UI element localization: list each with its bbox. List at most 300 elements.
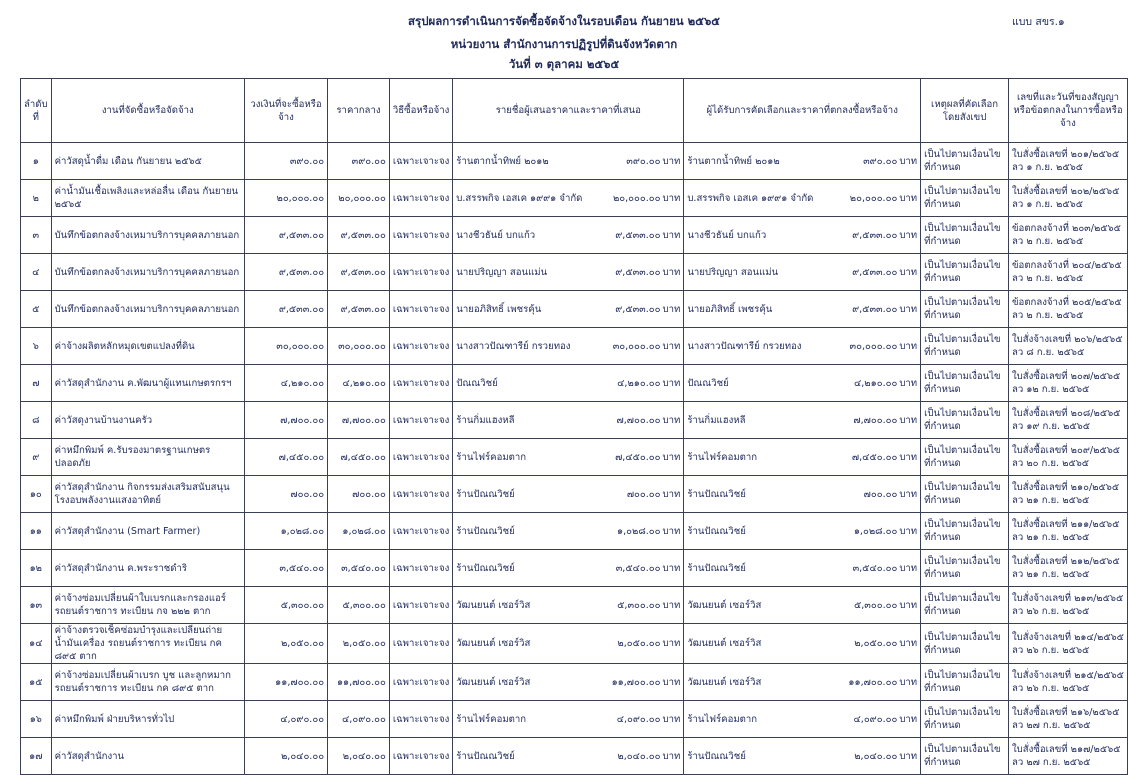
cell-reason-line2: ที่กำหนด	[924, 569, 961, 580]
cell-winner-price	[853, 414, 917, 427]
cell-method: เฉพาะเจาะจง	[389, 550, 452, 587]
cell-winner-name: ร้านตากน้ำทิพย์ ๒๐๑๒	[687, 155, 780, 167]
cell-bidder-amount: ๙,๕๓๓.๐๐	[615, 303, 661, 315]
cell-contract	[1009, 624, 1128, 664]
cell-item: ค่าหมึกพิมพ์ ค.รับรองมาตรฐานเกษตรปลอดภัย	[51, 439, 244, 476]
cell-bidder-content	[456, 414, 680, 427]
currency-label: บาท	[899, 377, 918, 389]
cell-reason-line2: ที่กำหนด	[924, 532, 961, 543]
table-row	[21, 402, 1128, 439]
cell-budget: ๕,๓๐๐.๐๐	[244, 587, 327, 624]
cell-contract-line1: ใบสั่งซื้อเลขที่ ๒๐๙/๒๕๖๕	[1012, 445, 1121, 456]
cell-method: เฉพาะเจาะจง	[389, 701, 452, 738]
cell-bidder-amount: ๔,๐๙๐.๐๐	[616, 713, 661, 725]
cell-reason	[921, 738, 1009, 775]
cell-method: เฉพาะเจาะจง	[389, 365, 452, 402]
cell-bidder-content	[456, 599, 680, 612]
col-header-bidders: รายชื่อผู้เสนอราคาและราคาที่เสนอ	[453, 79, 684, 143]
cell-winner-price	[852, 303, 917, 316]
cell-no: ๔	[21, 254, 52, 291]
cell-median: ๓,๕๔๐.๐๐	[328, 550, 390, 587]
cell-bidder-content	[456, 303, 680, 316]
cell-item: ค่าจ้างผลิตหลักหมุดเขตแปลงที่ดิน	[51, 328, 244, 365]
currency-label: บาท	[899, 303, 918, 315]
cell-median: ๑,๐๒๘.๐๐	[328, 513, 390, 550]
cell-budget: ๓๐,๐๐๐.๐๐	[244, 328, 327, 365]
currency-label: บาท	[662, 713, 681, 725]
cell-no: ๑๐	[21, 476, 52, 513]
cell-bidder-price	[617, 713, 681, 726]
cell-winner	[684, 217, 921, 254]
cell-winner-content	[687, 192, 917, 205]
cell-no: ๘	[21, 402, 52, 439]
cell-contract-line1: ใบสั่งจ้างเลขที่ ๒๑๔/๒๕๖๕	[1012, 631, 1124, 643]
col-header-contract: เลขที่และวันที่ของสัญญาหรือข้อตกลงในการซื้อหรือจ้าง	[1009, 79, 1128, 143]
cell-winner-amount: ๙,๕๓๓.๐๐	[852, 266, 898, 278]
cell-budget: ๓,๕๔๐.๐๐	[244, 550, 327, 587]
cell-bidder-price	[615, 266, 680, 279]
cell-winner-name: ร้านไฟร์คอมตาก	[687, 713, 758, 725]
currency-label: บาท	[899, 676, 918, 688]
cell-winner-content	[687, 713, 917, 726]
currency-label: บาท	[899, 562, 918, 574]
cell-contract-line2: ลว ๒ ก.ย. ๒๕๖๕	[1012, 273, 1084, 284]
cell-bidder-name: วัฒนยนต์ เซอร์วิส	[456, 599, 531, 611]
cell-contract-line1: ใบสั่งจ้างเลขที่ ๒๐๖/๒๕๖๕	[1012, 334, 1123, 345]
cell-median: ๔,๐๙๐.๐๐	[328, 701, 390, 738]
cell-winner-amount: ๔,๐๙๐.๐๐	[853, 713, 898, 725]
currency-label: บาท	[899, 451, 918, 463]
cell-bidder-amount: ๙,๕๓๓.๐๐	[615, 229, 661, 241]
cell-contract-line2: ลว ๒๑ ก.ย. ๒๕๖๕	[1012, 532, 1090, 543]
cell-median: ๓๐,๐๐๐.๐๐	[328, 328, 390, 365]
cell-budget: ๑๑,๗๐๐.๐๐	[244, 664, 327, 701]
cell-bidder-content	[456, 713, 680, 726]
currency-label: บาท	[662, 229, 681, 241]
cell-bidder	[453, 180, 684, 217]
cell-budget: ๙,๕๓๓.๐๐	[244, 291, 327, 328]
cell-bidder-name: ร้านปัณณวิชย์	[456, 562, 515, 574]
cell-bidder	[453, 476, 684, 513]
cell-contract-line1: ข้อตกลงจ้างที่ ๒๐๔/๒๕๖๕	[1012, 260, 1122, 271]
table-row	[21, 701, 1128, 738]
currency-label: บาท	[662, 638, 681, 649]
col-header-reason: เหตุผลที่คัดเลือกโดยสังเขป	[921, 79, 1009, 143]
cell-method: เฉพาะเจาะจง	[389, 217, 452, 254]
currency-label: บาท	[662, 525, 681, 537]
cell-contract-line2: ลว ๑ ก.ย. ๒๕๖๕	[1012, 199, 1083, 210]
col-header-winner: ผู้ได้รับการคัดเลือกและราคาที่ตกลงซื้อหรือจ้าง	[684, 79, 921, 143]
agency-name: หน่วยงาน สำนักงานการปฏิรูปที่ดินจังหวัดตาก	[450, 37, 678, 51]
cell-contract-line1: ข้อตกลงจ้างที่ ๒๐๕/๒๕๖๕	[1012, 297, 1122, 308]
cell-winner-price	[854, 713, 918, 726]
cell-winner-amount: ๔,๒๑๐.๐๐	[853, 377, 898, 389]
cell-reason-line1: เป็นไปตามเงื่อนไข	[924, 334, 1001, 345]
cell-bidder	[453, 365, 684, 402]
cell-contract	[1009, 664, 1128, 701]
cell-item: ค่าวัสดุสำนักงาน กิจกรรมส่งเสริมสนับสนุนโรงอบพลังงานแสงอาทิตย์	[51, 476, 244, 513]
cell-bidder-content	[456, 266, 680, 279]
cell-bidder	[453, 254, 684, 291]
cell-winner-content	[687, 303, 917, 316]
cell-item: ค่าวัสดุสำนักงาน	[51, 738, 244, 775]
cell-reason-line1: เป็นไปตามเงื่อนไข	[924, 631, 1001, 643]
table-row	[21, 476, 1128, 513]
cell-reason-line1: เป็นไปตามเงื่อนไข	[924, 186, 1001, 197]
table-row	[21, 143, 1128, 180]
cell-item: ค่าจ้างตรวจเช็คซ่อมบำรุงและเปลี่ยนถ่ายน้ำมันเครื่อง รถยนต์ราชการ ทะเบียน กค ๘๙๕ ตาก	[51, 624, 244, 664]
cell-winner	[684, 550, 921, 587]
table-row	[21, 550, 1128, 587]
cell-budget: ๒๐,๐๐๐.๐๐	[244, 180, 327, 217]
cell-no: ๑๕	[21, 664, 52, 701]
table-row	[21, 738, 1128, 775]
cell-contract-line1: ใบสั่งซื้อเลขที่ ๒๑๗/๒๕๖๕	[1012, 744, 1121, 755]
table-header-row	[21, 79, 1128, 143]
cell-winner-amount: ๗,๔๕๐.๐๐	[851, 451, 898, 463]
cell-no: ๑๒	[21, 550, 52, 587]
cell-method: เฉพาะเจาะจง	[389, 291, 452, 328]
cell-winner-content	[687, 488, 917, 501]
cell-reason	[921, 476, 1009, 513]
currency-label: บาท	[899, 599, 918, 611]
cell-bidder-content	[456, 451, 680, 464]
cell-contract	[1009, 217, 1128, 254]
cell-bidder	[453, 664, 684, 701]
cell-no: ๓	[21, 217, 52, 254]
cell-contract	[1009, 402, 1128, 439]
cell-winner	[684, 180, 921, 217]
cell-winner-content	[687, 377, 917, 390]
cell-bidder-price	[616, 562, 681, 575]
cell-item: ค่าหมึกพิมพ์ ฝ่ายบริหารทั่วไป	[51, 701, 244, 738]
cell-bidder-name: ร้านปัณณวิชย์	[456, 488, 515, 500]
cell-contract	[1009, 328, 1128, 365]
currency-label: บาท	[899, 155, 918, 167]
table-row	[21, 217, 1128, 254]
cell-median: ๙,๕๓๓.๐๐	[328, 217, 390, 254]
cell-winner-content	[687, 155, 917, 168]
cell-budget: ๙,๕๓๓.๐๐	[244, 217, 327, 254]
cell-contract-line1: ใบสั่งซื้อเลขที่ ๒๑๖/๒๕๖๕	[1012, 707, 1120, 718]
cell-winner-name: นายอภิสิทธิ์ เพชรคุ้น	[687, 303, 773, 315]
cell-bidder-name: วัฒนยนต์ เซอร์วิส	[456, 638, 531, 649]
cell-median: ๒,๐๕๐.๐๐	[328, 624, 390, 664]
cell-winner-name: ร้านไฟร์คอมตาก	[687, 451, 758, 463]
cell-contract	[1009, 439, 1128, 476]
cell-contract	[1009, 180, 1128, 217]
cell-no: ๑๓	[21, 587, 52, 624]
cell-contract	[1009, 291, 1128, 328]
cell-bidder-name: บ.สรรพกิจ เอสเค ๑๙๙๑ จำกัด	[456, 192, 583, 204]
cell-reason-line2: ที่กำหนด	[924, 236, 961, 247]
cell-winner-amount: ๑,๐๒๘.๐๐	[853, 525, 898, 537]
cell-budget: ๓๙๐.๐๐	[244, 143, 327, 180]
cell-bidder-price	[617, 599, 680, 612]
cell-bidder-name: นายอภิสิทธิ์ เพชรคุ้น	[456, 303, 542, 315]
cell-bidder-amount: ๒,๐๕๐.๐๐	[617, 638, 661, 649]
cell-winner	[684, 254, 921, 291]
cell-winner-content	[687, 340, 917, 353]
cell-bidder-price	[617, 414, 681, 427]
cell-method: เฉพาะเจาะจง	[389, 439, 452, 476]
procurement-table	[20, 78, 1128, 775]
cell-no: ๑๖	[21, 701, 52, 738]
cell-method: เฉพาะเจาะจง	[389, 738, 452, 775]
cell-bidder-amount: ๔,๒๑๐.๐๐	[617, 377, 661, 389]
cell-bidder-content	[456, 750, 680, 763]
cell-bidder-price	[615, 451, 680, 464]
cell-contract-line2: ลว ๒๖ ก.ย. ๒๕๖๕	[1012, 644, 1090, 656]
currency-label: บาท	[899, 192, 918, 204]
cell-winner-price	[852, 266, 917, 279]
cell-method: เฉพาะเจาะจง	[389, 402, 452, 439]
cell-bidder-name: ร้านตากน้ำทิพย์ ๒๐๑๒	[456, 155, 549, 167]
currency-label: บาท	[662, 303, 681, 315]
table-row	[21, 624, 1128, 664]
cell-bidder-content	[456, 377, 680, 390]
cell-winner-content	[687, 562, 917, 575]
cell-reason-line1: เป็นไปตามเงื่อนไข	[924, 149, 1001, 160]
cell-reason	[921, 439, 1009, 476]
cell-contract-line2: ลว ๒๖ ก.ย. ๒๕๖๕	[1012, 606, 1090, 617]
cell-no: ๙	[21, 439, 52, 476]
cell-reason-line2: ที่กำหนด	[924, 273, 961, 284]
cell-budget: ๒,๐๕๐.๐๐	[244, 624, 327, 664]
cell-winner-content	[687, 525, 917, 538]
cell-contract-line1: ใบสั่งซื้อเลขที่ ๒๑๑/๒๕๖๕	[1012, 519, 1120, 530]
form-code: แบบ สขร.๑	[1012, 16, 1065, 28]
cell-item: ค่าวัสดุสำนักงาน (Smart Farmer)	[51, 513, 244, 550]
cell-bidder-price	[617, 637, 680, 650]
cell-budget: ๔,๐๙๐.๐๐	[244, 701, 327, 738]
cell-budget: ๗,๔๕๐.๐๐	[244, 439, 327, 476]
table-row	[21, 365, 1128, 402]
cell-method: เฉพาะเจาะจง	[389, 254, 452, 291]
currency-label: บาท	[662, 562, 681, 574]
cell-bidder	[453, 402, 684, 439]
col-header-no: ลำดับที่	[21, 79, 52, 143]
cell-reason-line2: ที่กำหนด	[924, 683, 961, 694]
currency-label: บาท	[662, 451, 681, 463]
cell-budget: ๗๐๐.๐๐	[244, 476, 327, 513]
cell-winner	[684, 513, 921, 550]
cell-winner-amount: ๒,๐๕๐.๐๐	[854, 638, 898, 649]
cell-winner	[684, 402, 921, 439]
cell-winner-amount: ๓๐,๐๐๐.๐๐	[849, 340, 898, 352]
cell-reason	[921, 217, 1009, 254]
cell-winner-name: นายปริญญา สอนแม่น	[687, 266, 779, 278]
cell-winner-amount: ๓๙๐.๐๐	[863, 155, 898, 167]
cell-reason-line1: เป็นไปตามเงื่อนไข	[924, 556, 1001, 567]
cell-bidder-amount: ๗,๗๐๐.๐๐	[616, 414, 661, 426]
cell-winner-content	[687, 676, 917, 689]
cell-winner-price	[854, 377, 917, 390]
cell-contract-line2: ลว ๑๙ ก.ย. ๒๕๖๕	[1012, 421, 1090, 432]
cell-winner-amount: ๗๐๐.๐๐	[863, 488, 898, 500]
cell-method: เฉพาะเจาะจง	[389, 624, 452, 664]
cell-winner	[684, 664, 921, 701]
cell-item: ค่าจ้างซ่อมเปลี่ยนผ้าเบรก บูช และลูกหมาก รถยนต์ราชการ ทะเบียน กค ๘๙๕ ตาก	[51, 664, 244, 701]
cell-bidder-name: ร้านปัณณวิชย์	[456, 750, 515, 762]
cell-no: ๕	[21, 291, 52, 328]
cell-winner-amount: ๒,๐๔๐.๐๐	[854, 750, 898, 762]
cell-item: บันทึกข้อตกลงจ้างเหมาบริการบุคคลภายนอก	[51, 254, 244, 291]
report-date: วันที่ ๓ ตุลาคม ๒๕๖๕	[508, 57, 620, 71]
cell-bidder	[453, 143, 684, 180]
cell-bidder-price	[627, 488, 681, 501]
cell-reason-line1: เป็นไปตามเงื่อนไข	[924, 482, 1001, 493]
cell-bidder-name: นางชีวธันย์ บกแก้ว	[456, 229, 536, 241]
cell-bidder-name: ปัณณวิชย์	[456, 377, 498, 389]
cell-bidder-name: ร้านปัณณวิชย์	[456, 525, 515, 537]
cell-median: ๔,๒๑๐.๐๐	[328, 365, 390, 402]
cell-winner-name: ร้านปัณณวิชย์	[687, 525, 746, 537]
cell-winner-name: ปัณณวิชย์	[687, 377, 729, 389]
cell-winner	[684, 587, 921, 624]
cell-reason-line2: ที่กำหนด	[924, 199, 961, 210]
table-row	[21, 328, 1128, 365]
cell-bidder	[453, 624, 684, 664]
cell-reason-line1: เป็นไปตามเงื่อนไข	[924, 519, 1001, 530]
currency-label: บาท	[662, 266, 681, 278]
cell-winner	[684, 328, 921, 365]
cell-no: ๑	[21, 143, 52, 180]
cell-no: ๒	[21, 180, 52, 217]
document-title: สรุปผลการดำเนินการจัดซื้อจัดจ้างในรอบเดือน กันยายน ๒๕๖๕	[408, 14, 720, 28]
cell-median: ๙,๕๓๓.๐๐	[328, 254, 390, 291]
cell-bidder	[453, 738, 684, 775]
cell-bidder	[453, 217, 684, 254]
cell-item: ค่าวัสดุสำนักงาน ค.พัฒนาผู้แทนเกษตรกรฯ	[51, 365, 244, 402]
cell-budget: ๒,๐๔๐.๐๐	[244, 738, 327, 775]
cell-reason	[921, 402, 1009, 439]
cell-method: เฉพาะเจาะจง	[389, 513, 452, 550]
cell-median: ๗๐๐.๐๐	[328, 476, 390, 513]
cell-median: ๙,๕๓๓.๐๐	[328, 291, 390, 328]
currency-label: บาท	[899, 525, 918, 537]
cell-reason-line2: ที่กำหนด	[924, 757, 961, 768]
cell-median: ๒,๐๔๐.๐๐	[328, 738, 390, 775]
cell-contract	[1009, 143, 1128, 180]
cell-bidder-content	[456, 676, 680, 689]
cell-bidder-content	[456, 340, 680, 353]
currency-label: บาท	[899, 750, 918, 762]
cell-winner	[684, 291, 921, 328]
cell-winner-name: บ.สรรพกิจ เอสเค ๑๙๙๑ จำกัด	[687, 192, 814, 204]
cell-no: ๑๔	[21, 624, 52, 664]
cell-method: เฉพาะเจาะจง	[389, 328, 452, 365]
col-header-budget: วงเงินที่จะซื้อหรือจ้าง	[244, 79, 327, 143]
cell-winner-content	[687, 266, 917, 279]
cell-reason	[921, 624, 1009, 664]
cell-method: เฉพาะเจาะจง	[389, 143, 452, 180]
cell-reason	[921, 180, 1009, 217]
cell-winner-amount: ๙,๕๓๓.๐๐	[852, 303, 898, 315]
cell-winner-price	[850, 192, 917, 205]
cell-bidder	[453, 587, 684, 624]
cell-bidder-price	[617, 750, 680, 763]
cell-reason	[921, 513, 1009, 550]
cell-contract	[1009, 701, 1128, 738]
currency-label: บาท	[662, 414, 681, 426]
cell-reason-line1: เป็นไปตามเงื่อนไข	[924, 260, 1001, 271]
cell-bidder-amount: ๑๑,๗๐๐.๐๐	[611, 676, 661, 688]
cell-bidder-amount: ๒,๐๔๐.๐๐	[617, 750, 661, 762]
cell-bidder-content	[456, 562, 680, 575]
cell-item: บันทึกข้อตกลงจ้างเหมาบริการบุคคลภายนอก	[51, 291, 244, 328]
table-row	[21, 664, 1128, 701]
cell-winner-content	[687, 451, 917, 464]
cell-winner	[684, 439, 921, 476]
cell-contract-line2: ลว ๘ ก.ย. ๒๕๖๕	[1012, 347, 1085, 358]
currency-label: บาท	[899, 414, 918, 426]
cell-contract-line2: ลว ๒๐ ก.ย. ๒๕๖๕	[1012, 458, 1090, 469]
cell-winner-name: วัฒนยนต์ เซอร์วิส	[687, 676, 762, 688]
cell-winner	[684, 365, 921, 402]
cell-winner-price	[864, 488, 918, 501]
cell-winner-price	[850, 340, 918, 353]
cell-no: ๖	[21, 328, 52, 365]
cell-reason	[921, 328, 1009, 365]
cell-bidder-price	[615, 303, 680, 316]
cell-bidder-name: ร้านกิ่มแฮงหลี	[456, 414, 515, 426]
cell-no: ๑๑	[21, 513, 52, 550]
cell-bidder-name: ร้านไฟร์คอมตาก	[456, 713, 527, 725]
cell-winner-content	[687, 599, 917, 612]
cell-contract-line1: ใบสั่งซื้อเลขที่ ๒๐๘/๒๕๖๕	[1012, 408, 1121, 419]
cell-contract	[1009, 476, 1128, 513]
cell-reason-line1: เป็นไปตามเงื่อนไข	[924, 445, 1001, 456]
cell-contract	[1009, 365, 1128, 402]
cell-bidder-amount: ๗,๔๕๐.๐๐	[615, 451, 661, 463]
cell-bidder-amount: ๙,๕๓๓.๐๐	[615, 266, 661, 278]
cell-winner-price	[853, 562, 918, 575]
cell-method: เฉพาะเจาะจง	[389, 476, 452, 513]
cell-bidder-price	[612, 676, 681, 689]
currency-label: บาท	[662, 192, 681, 204]
col-header-median: ราคากลาง	[328, 79, 390, 143]
cell-bidder-price	[615, 229, 680, 242]
table-row	[21, 513, 1128, 550]
cell-item: ค่าวัสดุสำนักงาน ค.พระราชดำริ	[51, 550, 244, 587]
cell-item: ค่าวัสดุงานบ้านงานครัว	[51, 402, 244, 439]
cell-contract	[1009, 513, 1128, 550]
cell-reason	[921, 701, 1009, 738]
cell-reason-line2: ที่กำหนด	[924, 720, 961, 731]
cell-winner-price	[863, 155, 917, 168]
cell-contract-line2: ลว ๒๑ ก.ย. ๒๕๖๕	[1012, 495, 1090, 506]
cell-bidder-amount: ๗๐๐.๐๐	[626, 488, 661, 500]
cell-bidder	[453, 550, 684, 587]
cell-method: เฉพาะเจาะจง	[389, 180, 452, 217]
cell-median: ๕,๓๐๐.๐๐	[328, 587, 390, 624]
cell-winner	[684, 143, 921, 180]
cell-winner-content	[687, 750, 917, 763]
cell-no: ๗	[21, 365, 52, 402]
cell-bidder-price	[626, 155, 680, 168]
cell-contract-line2: ลว ๑๒ ก.ย. ๒๕๖๕	[1012, 384, 1090, 395]
cell-reason-line2: ที่กำหนด	[924, 644, 961, 656]
cell-winner-price	[854, 637, 917, 650]
cell-winner-name: ร้านปัณณวิชย์	[687, 488, 746, 500]
cell-bidder-name: วัฒนยนต์ เซอร์วิส	[456, 676, 531, 688]
cell-bidder-price	[617, 377, 680, 390]
cell-method: เฉพาะเจาะจง	[389, 587, 452, 624]
currency-label: บาท	[662, 340, 681, 352]
cell-contract-line2: ลว ๒ ก.ย. ๒๕๖๕	[1012, 236, 1084, 247]
cell-winner-name: ร้านปัณณวิชย์	[687, 562, 746, 574]
